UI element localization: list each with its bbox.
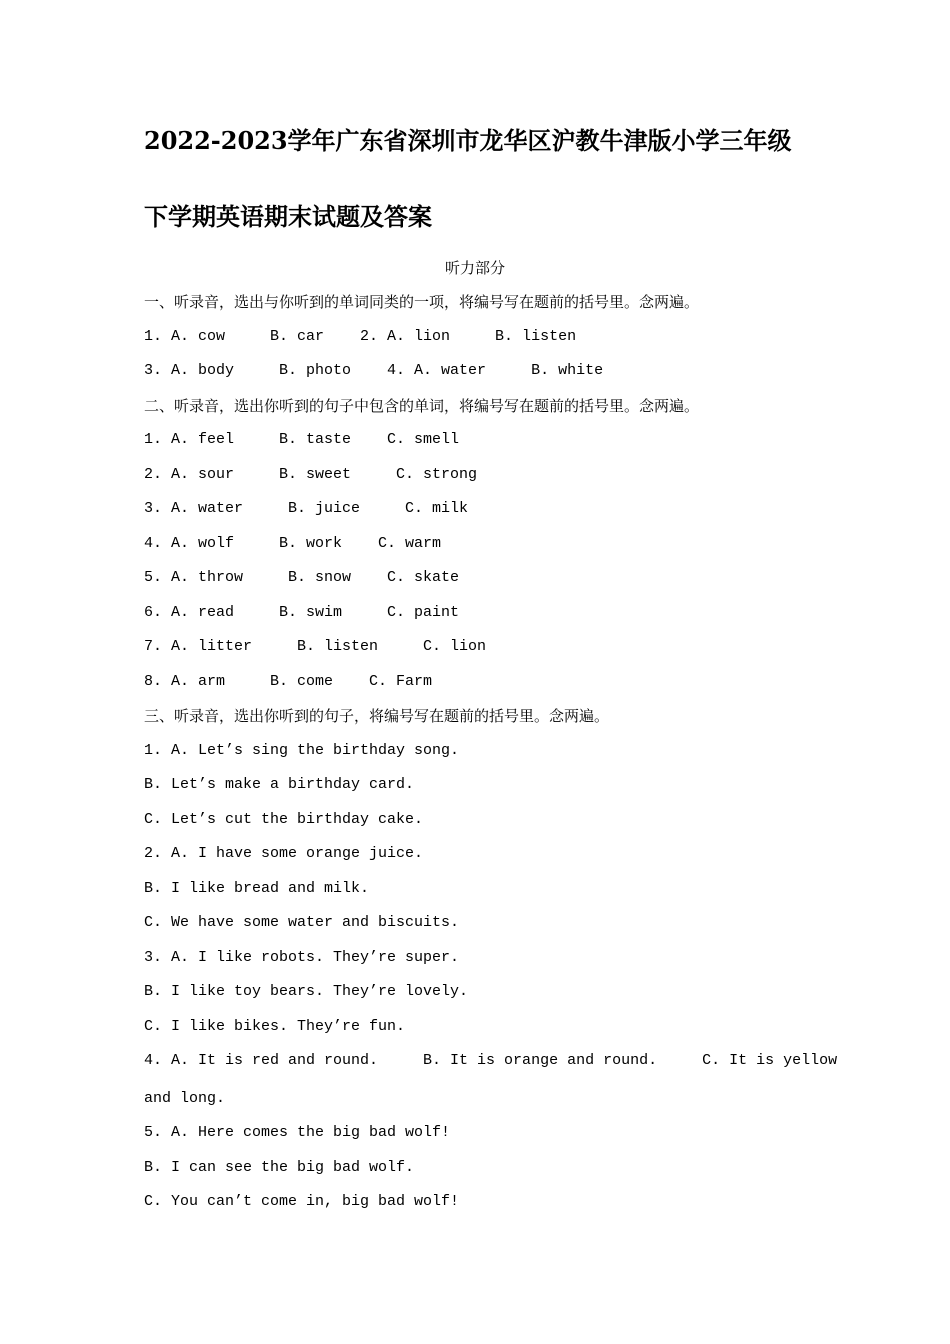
question-line: 5. A. throw B. snow C. skate <box>144 569 460 586</box>
question-line: 8. A. arm B. come C. Farm <box>144 673 433 690</box>
question-line: 3. A. water B. juice C. milk <box>144 500 469 517</box>
instruction-part-1: 一、听录音，选出与你听到的单词同类的一项，将编号写在题前的括号里。念两遍。 <box>144 293 700 311</box>
question-line: 3. A. body B. photo 4. A. water B. white <box>144 362 604 379</box>
question-line: B. I like bread and milk. <box>144 880 370 897</box>
question-line: C. Let’s cut the birthday cake. <box>144 811 424 828</box>
question-line: 4. A. It is red and round. B. It is orange and round. C. It is yellow <box>144 1052 838 1069</box>
document-title-line-1: 2022-2023学年广东省深圳市龙华区沪教牛津版小学三年级 <box>144 126 792 155</box>
question-line: B. Let’s make a birthday card. <box>144 776 415 793</box>
question-line: C. I like bikes. They’re fun. <box>144 1018 406 1035</box>
question-line: 2. A. sour B. sweet C. strong <box>144 466 478 483</box>
instruction-part-3: 三、听录音，选出你听到的句子，将编号写在题前的括号里。念两遍。 <box>144 707 610 725</box>
question-line: 1. A. cow B. car 2. A. lion B. listen <box>144 328 577 345</box>
question-line: 6. A. read B. swim C. paint <box>144 604 460 621</box>
question-line: 1. A. Let’s sing the birthday song. <box>144 742 460 759</box>
question-line: 7. A. litter B. listen C. lion <box>144 638 487 655</box>
question-line: B. I like toy bears. They’re lovely. <box>144 983 469 1000</box>
question-line: 1. A. feel B. taste C. smell <box>144 431 460 448</box>
question-line: C. You can’t come in, big bad wolf! <box>144 1193 460 1210</box>
question-line: 5. A. Here comes the big bad wolf! <box>144 1124 451 1141</box>
question-line: C. We have some water and biscuits. <box>144 914 460 931</box>
question-line: B. I can see the big bad wolf. <box>144 1159 415 1176</box>
question-line: 2. A. I have some orange juice. <box>144 845 424 862</box>
question-line: and long. <box>144 1090 226 1107</box>
document-title-line-2: 下学期英语期末试题及答案 <box>144 202 432 231</box>
question-line: 4. A. wolf B. work C. warm <box>144 535 442 552</box>
section-heading: 听力部分 <box>444 259 505 277</box>
instruction-part-2: 二、听录音，选出你听到的句子中包含的单词，将编号写在题前的括号里。念两遍。 <box>144 397 700 415</box>
question-line: 3. A. I like robots. They’re super. <box>144 949 460 966</box>
